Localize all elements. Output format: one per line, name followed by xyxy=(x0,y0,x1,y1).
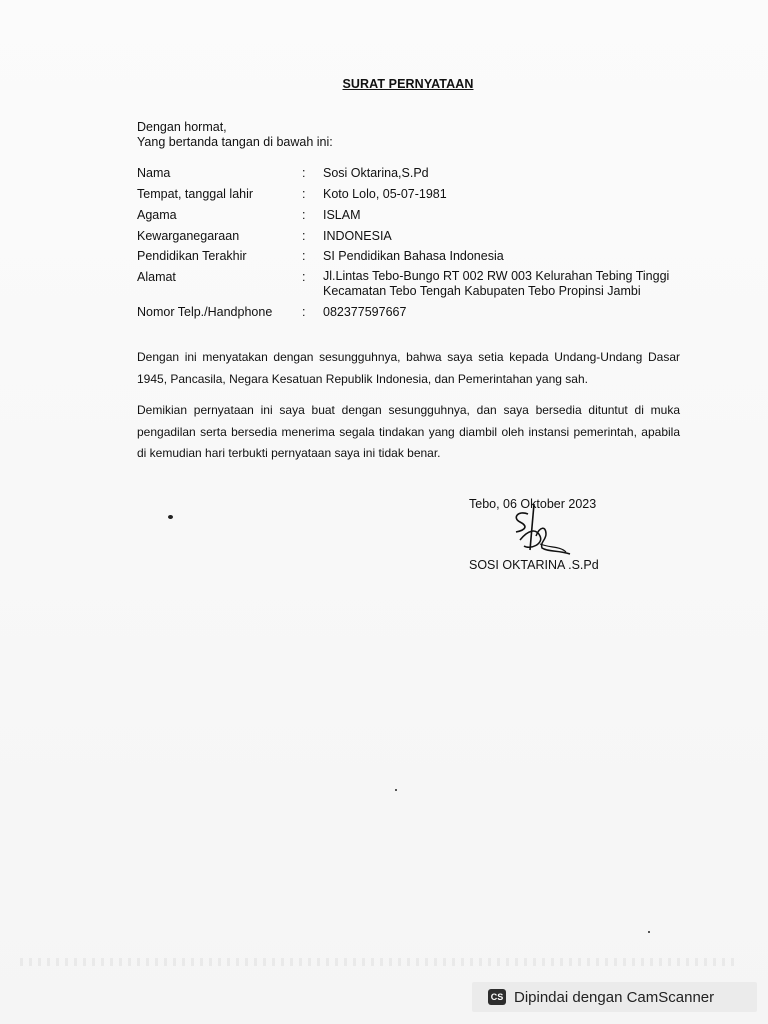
scan-noise xyxy=(20,958,740,966)
field-value-alamat xyxy=(323,269,669,299)
statement-paragraph-2: Demikian pernyataan ini saya buat dengan sesungguhnya, dan saya bersedia dituntut di muka pengadilan serta bersedia menerima segala tindakan yang diambil oleh instansi pemerintah, apabila di kemudian hari terbukti pernyataan saya ini tidak benar. xyxy=(137,403,680,460)
field-separator: : xyxy=(302,305,306,319)
camscanner-watermark xyxy=(472,982,757,1012)
field-label-ttl: Tempat, tanggal lahir xyxy=(137,187,254,201)
signer-name: SOSI OKTARINA .S.Pd xyxy=(469,558,599,572)
field-label-kewarganegaraan: Kewarganegaraan xyxy=(137,229,240,243)
field-label-nama: Nama xyxy=(137,166,171,180)
field-separator: : xyxy=(302,270,306,284)
statement-paragraph-1: Dengan ini menyatakan dengan sesungguhnya, bahwa saya setia kepada Undang-Undang Dasar 1945, Pancasila, Negara Kesatuan Republik Indonesia, dan Pemerintahan yang sah. xyxy=(137,350,680,386)
scan-speck xyxy=(395,789,397,791)
field-value-kewarganegaraan: INDONESIA xyxy=(323,229,392,243)
field-label-agama: Agama xyxy=(137,208,177,222)
greeting: Dengan hormat, xyxy=(137,120,227,134)
field-value-ttl: Koto Lolo, 05-07-1981 xyxy=(323,187,447,201)
signature-image xyxy=(500,500,580,564)
field-separator: : xyxy=(302,166,306,180)
alamat-line-1: Jl.Lintas Tebo-Bungo RT 002 RW 003 Kelurahan Tebing Tinggi xyxy=(323,269,670,283)
field-value-telp: 082377597667 xyxy=(323,305,407,319)
field-separator: : xyxy=(302,229,306,243)
field-value-nama: Sosi Oktarina,S.Pd xyxy=(323,166,429,180)
greeting-block xyxy=(137,120,333,150)
field-separator: : xyxy=(302,249,306,263)
field-separator: : xyxy=(302,187,306,201)
document-title: SURAT PERNYATAAN xyxy=(342,77,474,91)
field-label-telp: Nomor Telp./Handphone xyxy=(137,305,273,319)
intro-line: Yang bertanda tangan di bawah ini: xyxy=(137,135,333,149)
field-value-agama: ISLAM xyxy=(323,208,361,222)
alamat-line-2: Kecamatan Tebo Tengah Kabupaten Tebo Propinsi Jambi xyxy=(323,284,641,298)
scan-speck xyxy=(168,515,173,519)
place-date: Tebo, 06 Oktober 2023 xyxy=(469,497,597,511)
field-label-pendidikan: Pendidikan Terakhir xyxy=(137,249,247,263)
field-label-alamat: Alamat xyxy=(137,270,176,284)
camscanner-label: Dipindai dengan CamScanner xyxy=(514,988,715,1006)
camscanner-icon: CS xyxy=(488,989,506,1005)
field-value-pendidikan: SI Pendidikan Bahasa Indonesia xyxy=(323,249,504,263)
scan-speck xyxy=(648,931,650,933)
field-separator: : xyxy=(302,208,306,222)
